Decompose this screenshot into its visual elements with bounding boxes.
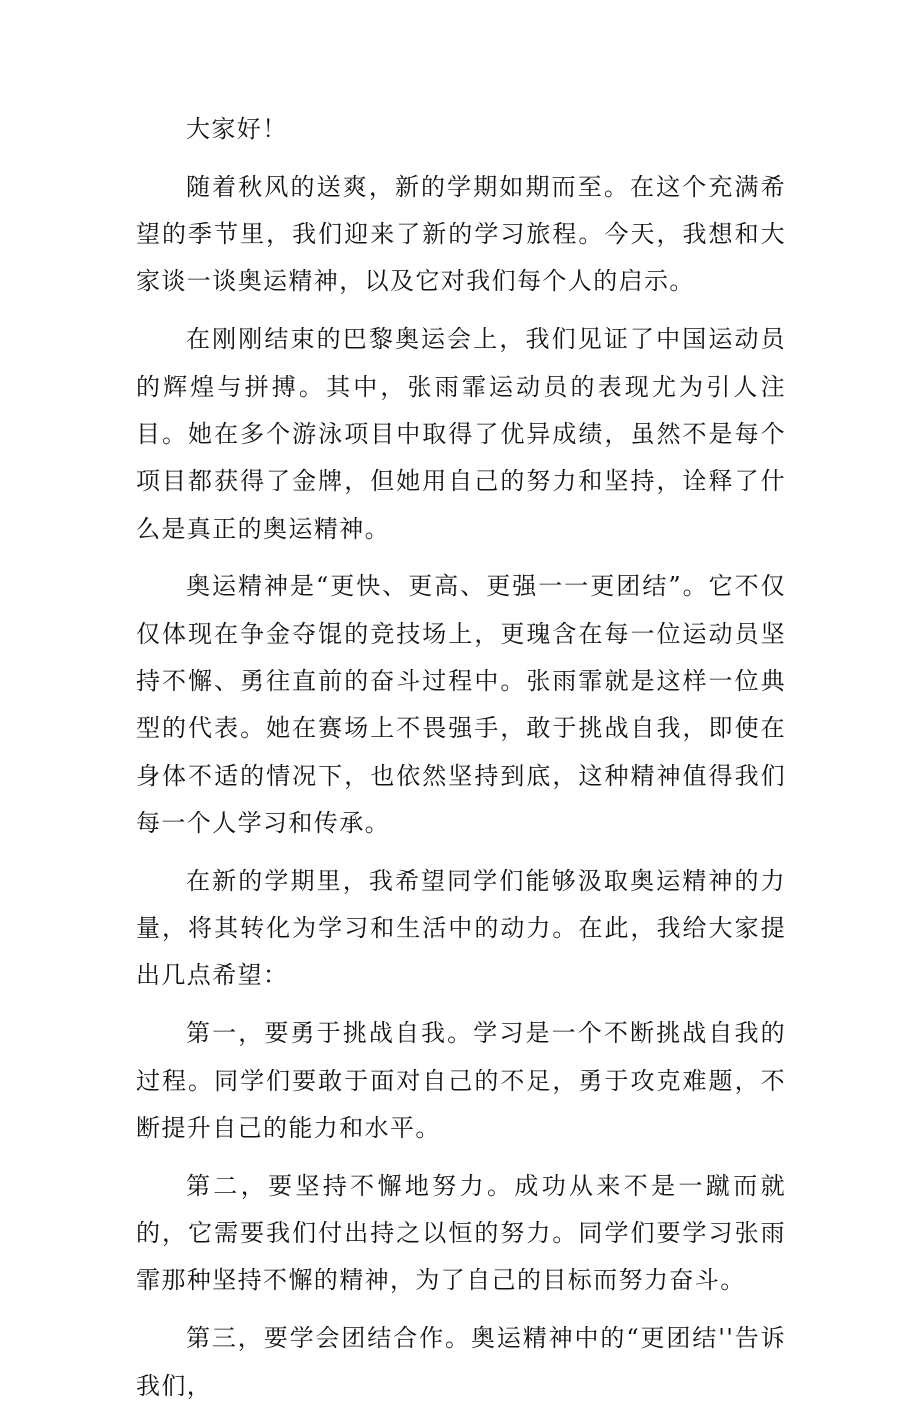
greeting-paragraph: 大家好！ bbox=[186, 115, 288, 143]
intro-paragraph: 随着秋风的送爽，新的学期如期而至。在这个充满希望的季节里，我们迎来了新的学习旅程。今天，我想和大家谈一谈奥运精神，以及它对我们每个人的启示。 bbox=[136, 172, 786, 296]
second-hope-paragraph: 第二，要坚持不懈地努力。成功从来不是一蹴而就的，它需要我们付出持之以恒的努力。同学们要学习张雨霏那种坚持不懈的精神，为了自己的目标而努力奋斗。 bbox=[136, 1171, 786, 1295]
olympic-spirit-paragraph: 奥运精神是“更快、更高、更强一一更团结”。它不仅仅体现在争金夺馄的竞技场上，更瑰含在每一位运动员坚持不懈、勇往直前的奋斗过程中。张雨霏就是这样一位典型的代表。她在赛场上不畏强手，敢于挑战自我，即使在身体不适的情况下，也依然坚持到底，这种精神值得我们每一个人学习和传承。 bbox=[136, 572, 786, 837]
first-hope-paragraph: 第一，要勇于挑战自我。学习是一个不断挑战自我的过程。同学们要敢于面对自己的不足，勇于攻克难题，不断提升自己的能力和水平。 bbox=[136, 1019, 786, 1142]
third-hope-paragraph: 第三，要学会团结合作。奥运精神中的“更团结''告诉我们， bbox=[136, 1324, 786, 1400]
paris-olympics-paragraph: 在刚刚结束的巴黎奥运会上，我们见证了中国运动员的辉煌与拼搏。其中，张雨霏运动员的表现尤为引人注目。她在多个游泳项目中取得了优异成绩，虽然不是每个项目都获得了金牌，但她用自己的努力和坚持，诠释了什么是真正的奥运精神。 bbox=[136, 325, 786, 543]
speech-text-body bbox=[136, 106, 786, 1420]
new-semester-hopes-paragraph: 在新的学期里，我希望同学们能够汲取奥运精神的力量，将其转化为学习和生活中的动力。在此，我给大家提出几点希望： bbox=[136, 866, 786, 990]
